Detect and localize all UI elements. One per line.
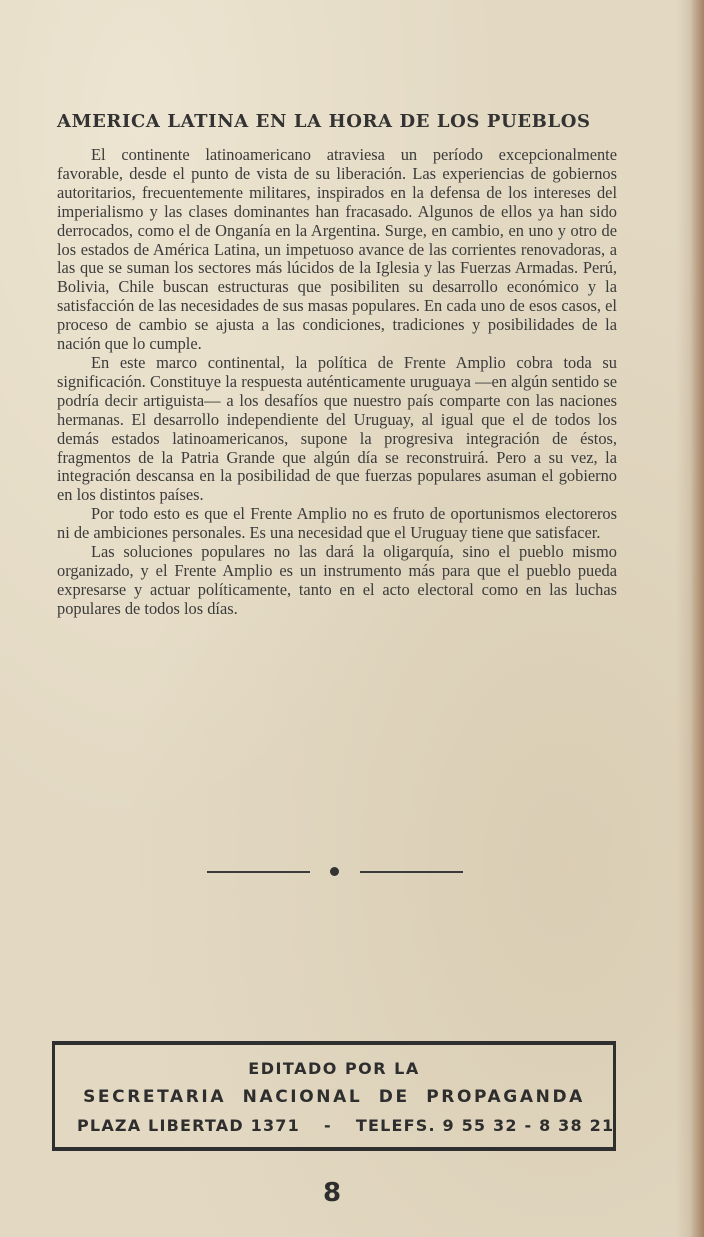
publisher-phones: TELEFS. 9 55 32 - 8 38 21 <box>355 1116 615 1135</box>
paragraph-2: En este marco continental, la política de Frente Amplio cobra toda su significación. Constituye la respuesta auténticamente uruguaya —en algún sentido se podría decir artiguista— a los desafíos que nuestro país comparte con las naciones hermanas. El desarrollo independiente del Uruguay, al igual que el de todos los demás estados latinoamericanos, supone la progresiva integración de éstos, fragmentos de la Patria Grande que algún día se reconstruirá. Pero a su vez, la integración descansa en la posibilidad de que fuerzas populares asuman el gobierno en los distintos países. <box>57 352 617 505</box>
publisher-box <box>52 1041 616 1151</box>
paragraph-3: Por todo esto es que el Frente Amplio no es fruto de oportunismos electoreros ni de ambiciones personales. Es una necesidad que el Uruguay tiene que satisfacer. <box>57 504 617 543</box>
article-title: AMERICA LATINA EN LA HORA DE LOS PUEBLOS <box>57 111 591 132</box>
separator-line-left <box>207 871 310 873</box>
page-number: 8 <box>322 1178 342 1208</box>
separator-dot <box>330 867 339 876</box>
paragraph-4: Las soluciones populares no las dará la oligarquía, sino el pueblo mismo organizado, y el Frente Amplio es un instrumento más para que el pueblo pueda expresarse y actuar políticamente, tanto en el acto electoral como en las luchas populares de todos los días. <box>57 542 617 618</box>
publisher-contact <box>77 1116 614 1135</box>
publisher-name: SECRETARIA NACIONAL DE PROPAGANDA <box>83 1087 585 1107</box>
article-body <box>57 146 617 619</box>
separator-line-right <box>360 871 463 873</box>
publisher-address: PLAZA LIBERTAD 1371 <box>77 1116 300 1135</box>
paragraph-1: El continente latinoamericano atraviesa un período excepcionalmente favorable, desde el punto de vista de su liberación. Las experiencias de gobiernos autoritarios, frecuentemente militares, inspirados en la defensa de los intereses del imperialismo y las clases dominantes han fracasado. Algunos de ellos ya han sido derrocados, como el de Onganía en la Argentina. Surge, en cambio, en uno y otro de los estados de América Latina, un impetuoso avance de las corrientes renovadoras, a las que se suman los sectores más lúcidos de la Iglesia y las Fuerzas Armadas. Perú, Bolivia, Chile buscan estructuras que posibiliten su desarrollo económico y la satisfacción de las necesidades de sus masas populares. En cada uno de esos casos, el proceso de cambio se ajusta a las condiciones, tradiciones y posibilidades de la nación que lo cumple. <box>57 145 617 354</box>
section-separator <box>207 866 463 878</box>
page-edge-shadow <box>690 0 704 1237</box>
publisher-edited-by: EDITADO POR LA <box>248 1059 420 1078</box>
contact-separator: - <box>323 1116 332 1135</box>
